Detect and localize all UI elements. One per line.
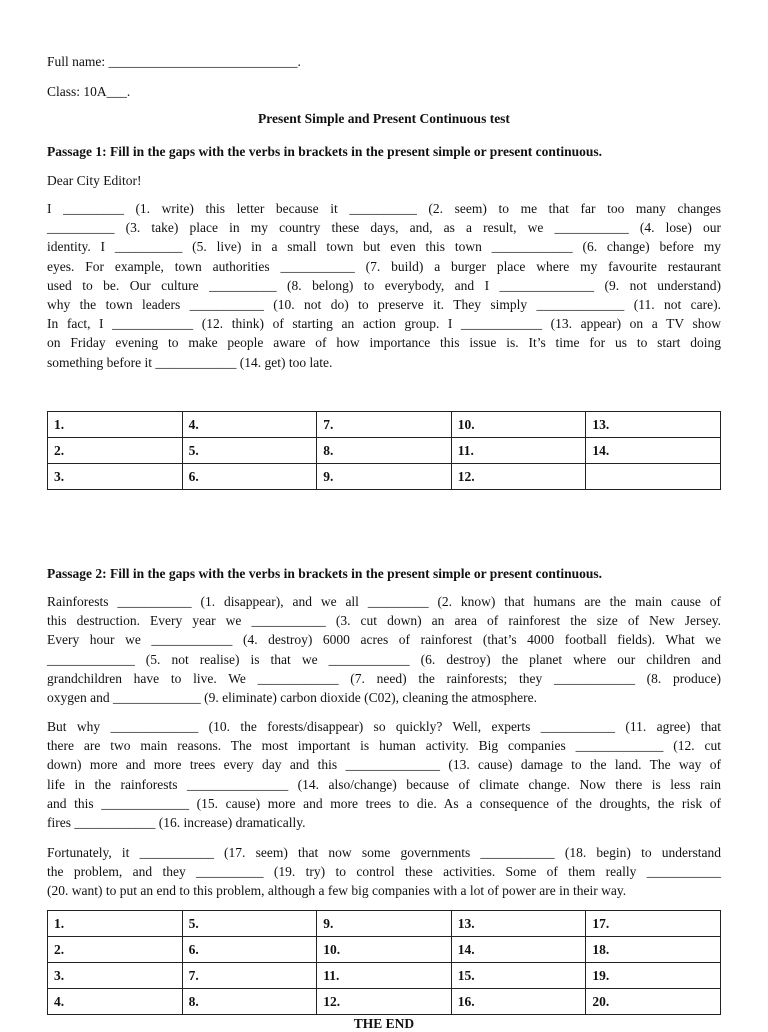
page-title: Present Simple and Present Continuous test [258, 111, 510, 126]
answer-cell[interactable]: 9. [317, 464, 452, 490]
passage1-line: used to be. Our culture __________ (8. belong) to everybody, and I ______________ (9. not understand) [47, 277, 721, 293]
answer-cell[interactable]: 14. [586, 438, 721, 464]
passage1-instruction: Passage 1: Fill in the gaps with the verbs in brackets in the present simple or present continuous. [47, 144, 603, 159]
answer-cell[interactable]: 16. [451, 989, 586, 1015]
table-row [48, 937, 721, 963]
answer-cell[interactable]: 10. [451, 412, 586, 438]
answer-cell[interactable]: 13. [451, 911, 586, 937]
passage2-line: life in the rainforests _______________ (14. also/change) because of climate change. Now there is less rain [47, 776, 721, 792]
passage1-line: on Friday evening to make people aware of how importance this issue is. It’s time for us to start doing [47, 335, 721, 351]
answer-cell[interactable]: 2. [48, 438, 183, 464]
passage2-line: But why _____________ (10. the forests/disappear) so quickly? Well, experts ___________ (11. agree) that [47, 719, 721, 734]
table-row [48, 464, 721, 490]
passage1-line: something before it ____________ (14. get) too late. [47, 354, 333, 370]
answer-cell[interactable]: 7. [182, 963, 317, 989]
answer-cell[interactable]: 11. [451, 438, 586, 464]
answer-cell[interactable]: 12. [317, 989, 452, 1015]
passage2-line: there are two main reasons. The most important is human activity. Big companies _____________ (12. cut [47, 738, 721, 754]
table-row [48, 963, 721, 989]
passage1-line: __________ (3. take) place in my country these days, and, as a result, we ___________ (4. lose) our [47, 220, 721, 236]
answer-cell[interactable]: 4. [182, 412, 317, 438]
class-field: Class: 10A___. [47, 84, 131, 99]
answer-cell[interactable] [586, 464, 721, 490]
passage2-paragraph-1 [47, 592, 721, 707]
answer-cell[interactable]: 8. [182, 989, 317, 1015]
answer-cell[interactable]: 3. [48, 464, 183, 490]
the-end-label: THE END [353, 1016, 415, 1031]
answer-cell[interactable]: 12. [451, 464, 586, 490]
passage1-line: In fact, I ____________ (12. think) of starting an action group. I ____________ (13. appear) on a TV show [47, 316, 721, 332]
answer-cell[interactable]: 10. [317, 937, 452, 963]
passage1-greeting: Dear City Editor! [47, 173, 142, 188]
answer-cell[interactable]: 1. [48, 412, 183, 438]
passage2-line: Rainforests ___________ (1. disappear), and we all _________ (2. know) that humans are the main cause of [47, 594, 721, 609]
answer-cell[interactable]: 20. [586, 989, 721, 1015]
table-row [48, 412, 721, 438]
passage2-paragraph-2 [47, 717, 721, 832]
answer-cell[interactable]: 18. [586, 937, 721, 963]
answer-cell[interactable]: 5. [182, 438, 317, 464]
answer-cell[interactable]: 11. [317, 963, 452, 989]
passage1-answer-table [47, 411, 721, 490]
passage1-line: why the town leaders ___________ (10. not do) to preserve it. They simply _____________ (11. not care). [47, 297, 721, 313]
answer-cell[interactable]: 17. [586, 911, 721, 937]
passage2-line: _____________ (5. not realise) is that we ____________ (6. destroy) the planet where our children and [47, 651, 721, 667]
answer-cell[interactable]: 15. [451, 963, 586, 989]
answer-cell[interactable]: 7. [317, 412, 452, 438]
passage2-line: and this _____________ (15. cause) more and more trees to die. As a consequence of the droughts, the risk of [47, 795, 721, 811]
passage2-line: down) more and more trees every day and this ______________ (13. cause) damage to the land. The way of [47, 757, 721, 773]
answer-cell[interactable]: 6. [182, 464, 317, 490]
passage2-answer-table [47, 910, 721, 1015]
answer-cell[interactable]: 9. [317, 911, 452, 937]
answer-cell[interactable]: 13. [586, 412, 721, 438]
passage2-paragraph-3 [47, 843, 721, 901]
passage2-line: oxygen and _____________ (9. eliminate) carbon dioxide (C02), cleaning the atmosphere. [47, 690, 537, 706]
answer-cell[interactable]: 19. [586, 963, 721, 989]
passage2-instruction: Passage 2: Fill in the gaps with the verbs in brackets in the present simple or present continuous. [47, 566, 603, 581]
passage2-line: (20. want) to put an end to this problem, although a few big companies with a lot of power are in their way. [47, 883, 627, 899]
passage2-line: grandchildren have to live. We ____________ (7. need) the rainforests; they ____________ (8. produce) [47, 670, 721, 686]
table-row [48, 911, 721, 937]
passage2-line: this destruction. Every year we ___________ (3. cut down) an area of rainforest the size of New Jersey. [47, 613, 721, 629]
answer-cell[interactable]: 2. [48, 937, 183, 963]
passage1-line: I _________ (1. write) this letter because it __________ (2. seem) to me that far too many changes [47, 201, 721, 216]
answer-cell[interactable]: 6. [182, 937, 317, 963]
table-row [48, 438, 721, 464]
passage2-line: the problem, and they __________ (19. try) to control these activities. Some of them really ___________ [47, 864, 721, 880]
answer-cell[interactable]: 8. [317, 438, 452, 464]
passage2-line: fires ____________ (16. increase) dramatically. [47, 815, 306, 831]
table-row [48, 989, 721, 1015]
passage1-text [47, 199, 721, 372]
passage2-line: Every hour we ____________ (4. destroy) 6000 acres of rainforest (that’s 4000 football fields). What we [47, 632, 721, 648]
answer-cell[interactable]: 1. [48, 911, 183, 937]
answer-cell[interactable]: 14. [451, 937, 586, 963]
passage1-line: identity. I __________ (5. live) in a small town but even this town ____________ (6. change) before my [47, 239, 721, 255]
answer-cell[interactable]: 3. [48, 963, 183, 989]
answer-cell[interactable]: 4. [48, 989, 183, 1015]
full-name-field: Full name: ____________________________. [47, 54, 301, 69]
passage1-line: eyes. For example, town authorities ___________ (7. build) a burger place where my favourite restaurant [47, 258, 721, 274]
passage2-line: Fortunately, it ___________ (17. seem) that now some governments ___________ (18. begin) to understand [47, 845, 721, 860]
answer-cell[interactable]: 5. [182, 911, 317, 937]
